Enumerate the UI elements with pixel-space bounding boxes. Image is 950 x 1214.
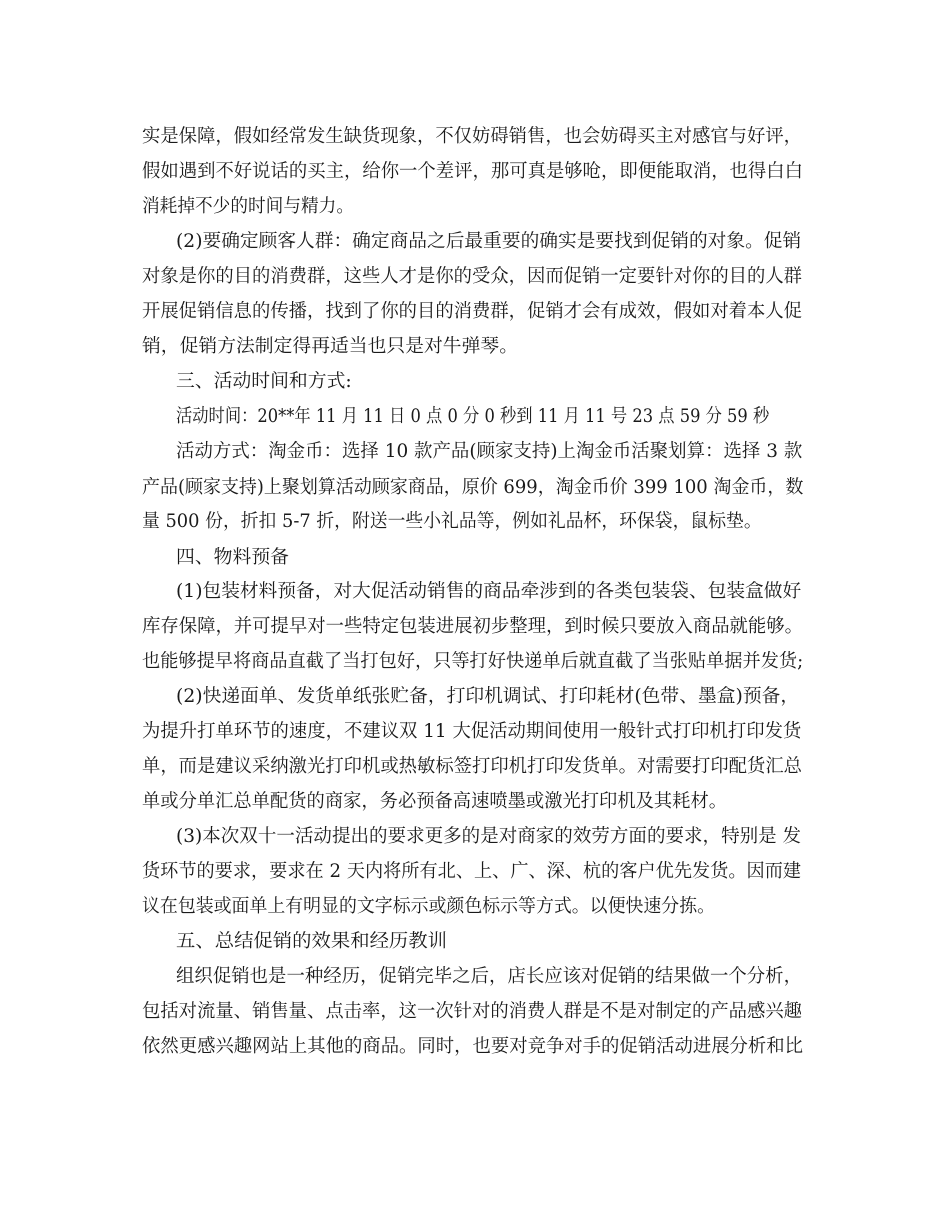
text-line: (2)要确定顾客人群：确定商品之后最重要的确实是要找到促销的对象。促销 <box>176 231 802 252</box>
text-line: (2)快递面单、发货单纸张贮备，打印机调试、打印耗材(色带、墨盒)预备， <box>176 686 800 707</box>
text-line: 库存保障，并可提早对一些特定包装进展初步整理，到时候只要放入商品就能够。 <box>142 616 804 637</box>
text-line: 单或分单汇总单配货的商家，务必预备高速喷墨或激光打印机及其耗材。 <box>142 791 728 812</box>
text-line: (1)包装材料预备，对大促活动销售的商品牵涉到的各类包装袋、包装盒做好 <box>176 581 802 602</box>
text-line: 四、物料预备 <box>176 547 290 568</box>
text-line: 依然更感兴趣网站上其他的商品。同时，也要对竞争对手的促销活动进展分析和比 <box>142 1036 804 1057</box>
text-line: 为提升打单环节的速度，不建议双 11 大促活动期间使用一般针式打印机打印发货 <box>142 721 802 742</box>
text-line: 开展促销信息的传播，找到了你的目的消费群，促销才会有成效，假如对着本人促 <box>142 301 803 322</box>
text-line: 活动时间：20**年 11 月 11 日 0 点 0 分 0 秒到 11 月 11 号 23 点 59 分 59 秒 <box>176 406 770 427</box>
text-line: 销，促销方法制定得再适当也只是对牛弹琴。 <box>142 336 519 357</box>
text-line: 对象是你的目的消费群，这些人才是你的受众，因而促销一定要针对你的目的人群 <box>142 266 803 287</box>
text-line: 也能够提早将商品直截了当打包好，只等打好快递单后就直截了当张贴单据并发货; <box>142 651 804 672</box>
text-line: 货环节的要求，要求在 2 天内将所有北、上、广、深、杭的客户优先发货。因而建 <box>142 861 802 882</box>
text-line: 消耗掉不少的时间与精力。 <box>142 196 355 217</box>
text-line: 假如遇到不好说话的买主，给你一个差评，那可真是够呛，即便能取消，也得白白 <box>142 161 804 182</box>
text-line: 产品(顾家支持)上聚划算活动顾家商品，原价 699，淘金币价 399 100 淘金币，数 <box>142 477 804 498</box>
text-line: (3)本次双十一活动提出的要求更多的是对商家的效劳方面的要求，特别是 发 <box>176 826 802 847</box>
text-line: 量 500 份，折扣 5-7 折，附送一些小礼品等，例如礼品杯，环保袋，鼠标垫。 <box>142 511 762 532</box>
text-line: 单，而是建议采纳激光打印机或热敏标签打印机打印发货单。对需要打印配货汇总 <box>142 756 803 777</box>
text-line: 议在包装或面单上有明显的文字标示或颜色标示等方式。以便快速分拣。 <box>142 896 716 917</box>
text-line: 活动方式：淘金币：选择 10 款产品(顾家支持)上淘金币活聚划算：选择 3 款 <box>176 441 803 462</box>
text-line: 包括对流量、销售量、点击率，这一次针对的消费人群是不是对制定的产品感兴趣 <box>142 1001 803 1022</box>
text-line: 三、活动时间和方式: <box>176 371 352 392</box>
text-line: 五、总结促销的效果和经历教训 <box>176 931 448 952</box>
text-line: 组织促销也是一种经历，促销完毕之后，店长应该对促销的结果做一个分析， <box>176 966 803 987</box>
text-line: 实是保障，假如经常发生缺货现象，不仅妨碍销售，也会妨碍买主对感官与好评， <box>142 126 803 147</box>
